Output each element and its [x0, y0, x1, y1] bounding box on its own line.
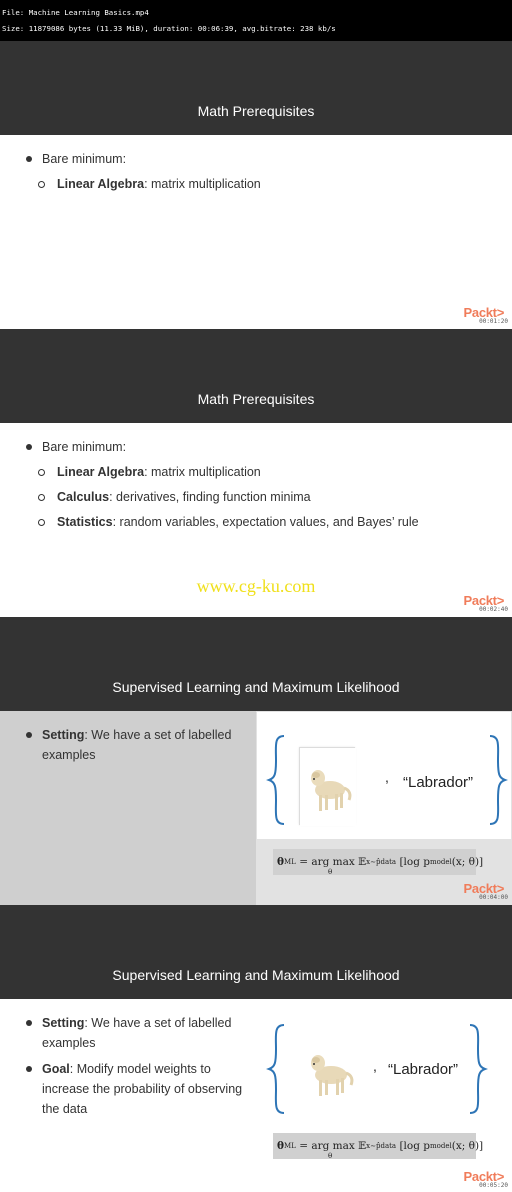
bullet-dot-icon: [26, 156, 32, 162]
labrador-dog-icon: [298, 1037, 360, 1107]
sub-bullet-item: [24, 487, 494, 507]
bullet-list: [24, 1013, 260, 1125]
slide-title-bar: [0, 617, 512, 711]
bullet-item: [24, 725, 244, 765]
bullet-term: Linear Algebra: [57, 177, 145, 191]
bullet-rest: : derivatives, finding function minima: [109, 490, 311, 504]
formula-expectation: 𝔼: [358, 1140, 367, 1152]
formula-expectation: 𝔼: [358, 856, 367, 868]
packt-logo: [452, 881, 508, 901]
file-info-line: File: Machine Learning Basics.mp4: [2, 8, 149, 17]
formula-argmax: = arg max: [299, 856, 355, 868]
formula-argmax: = arg max: [299, 1140, 355, 1152]
bullet-rest: : Modify model weights to increase the probability of observing the data: [42, 1062, 243, 1116]
sub-bullet-item: [24, 462, 494, 482]
comma-separator: ,: [373, 1058, 377, 1074]
bullet-term: Calculus: [57, 490, 110, 504]
formula-args: (x; θ)]: [451, 856, 484, 868]
formula-under-theta: θ: [328, 868, 333, 876]
formula-subscript: model: [430, 1142, 452, 1150]
formula-subscript: x∼p̂data: [366, 858, 397, 866]
bullet-item: [24, 149, 494, 169]
slide-title: Supervised Learning and Maximum Likelihood: [112, 967, 400, 983]
slide-thumbnail[interactable]: [0, 41, 512, 329]
formula-theta: θ: [277, 856, 285, 868]
slide-title-bar: [0, 905, 512, 999]
slide-title-bar: [0, 329, 512, 423]
formula-log: [log p: [399, 1140, 431, 1152]
slide-title: Math Prerequisites: [197, 103, 315, 119]
max-likelihood-formula: [273, 1133, 484, 1159]
slide-thumbnail[interactable]: [0, 617, 512, 905]
dog-image: [299, 747, 355, 825]
formula-under-theta: θ: [328, 1152, 333, 1160]
bullet-list: [24, 437, 494, 537]
formula-subscript: x∼p̂data: [366, 1142, 397, 1150]
logo-text: Packt>: [463, 1169, 504, 1184]
left-brace-icon: [266, 734, 288, 826]
bullet-term: Setting: [42, 728, 85, 742]
slide-title: Supervised Learning and Maximum Likelihood: [112, 679, 400, 695]
packt-logo: [452, 1169, 508, 1189]
timestamp: 00:05:20: [479, 1182, 508, 1189]
bullet-text: Bare minimum:: [42, 440, 127, 454]
timestamp: 00:01:20: [479, 318, 508, 325]
formula-subscript: model: [430, 858, 452, 866]
packt-logo: [452, 593, 508, 613]
bullet-rest: : We have a set of labelled examples: [42, 728, 232, 762]
bullet-term: Setting: [42, 1016, 85, 1030]
formula-args: (x; θ)]: [451, 1140, 484, 1152]
bullet-dot-icon: [26, 1066, 32, 1072]
example-label: “Labrador”: [388, 1061, 459, 1078]
bullet-item: [24, 1013, 260, 1053]
left-brace-icon: [266, 1023, 288, 1115]
bullet-list: [24, 149, 494, 199]
bullet-text: Bare minimum:: [42, 152, 127, 166]
timestamp: 00:02:40: [479, 606, 508, 613]
formula-subscript: ML: [284, 1142, 296, 1150]
hollow-circle-icon: [38, 494, 45, 501]
timestamp: 00:04:00: [479, 894, 508, 901]
hollow-circle-icon: [38, 469, 45, 476]
right-brace-icon: [466, 1023, 488, 1115]
formula-theta: θ: [277, 1140, 285, 1152]
labrador-dog-icon: [300, 748, 356, 826]
packt-logo: [452, 305, 508, 325]
bullet-dot-icon: [26, 444, 32, 450]
logo-text: Packt>: [463, 305, 504, 320]
bullet-term: Goal: [42, 1062, 70, 1076]
formula-subscript: ML: [284, 858, 296, 866]
sub-bullet-item: [24, 512, 494, 532]
file-info-line: Size: 11879086 bytes (11.33 MiB), duration: 00:06:39, avg.bitrate: 238 kb/s: [2, 24, 336, 33]
bullet-term: Statistics: [57, 515, 113, 529]
slide-thumbnail[interactable]: [0, 905, 512, 1192]
file-info-header: [0, 0, 512, 41]
hollow-circle-icon: [38, 519, 45, 526]
slide-thumbnail[interactable]: [0, 329, 512, 617]
logo-text: Packt>: [463, 881, 504, 896]
logo-text: Packt>: [463, 593, 504, 608]
comma-separator: ,: [385, 769, 389, 785]
bullet-rest: : matrix multiplication: [144, 465, 261, 479]
slide-title: Math Prerequisites: [197, 391, 315, 407]
hollow-circle-icon: [38, 181, 45, 188]
bullet-term: Linear Algebra: [57, 465, 145, 479]
formula-log: [log p: [399, 856, 431, 868]
dog-image: [298, 1037, 360, 1107]
bullet-dot-icon: [26, 1020, 32, 1026]
bullet-rest: : We have a set of labelled examples: [42, 1016, 232, 1050]
bullet-list: [24, 725, 244, 771]
example-label: “Labrador”: [403, 774, 474, 791]
bullet-item: [24, 1059, 260, 1119]
bullet-rest: : matrix multiplication: [144, 177, 261, 191]
bullet-dot-icon: [26, 732, 32, 738]
slide-title-bar: [0, 41, 512, 135]
bullet-item: [24, 437, 494, 457]
sub-bullet-item: [24, 174, 494, 194]
bullet-rest: : random variables, expectation values, and Bayes’ rule: [112, 515, 419, 529]
right-brace-icon: [486, 734, 508, 826]
watermark: www.cg-ku.com: [196, 576, 316, 596]
max-likelihood-formula: [273, 849, 484, 875]
